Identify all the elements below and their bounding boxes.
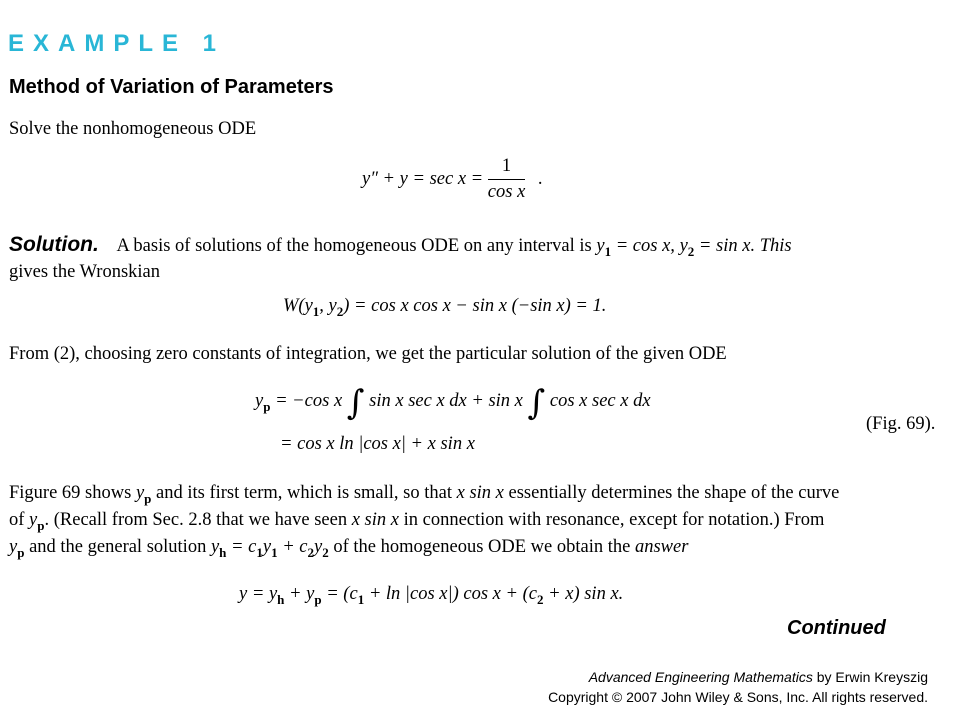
- ans-p-sub: p: [314, 592, 322, 607]
- fig-y1-sub: 1: [271, 545, 278, 560]
- ode-period: .: [537, 168, 543, 189]
- wronskian-rest: ) = cos x cos x − sin x (−sin x) = 1.: [343, 296, 607, 316]
- solution-line-1: [9, 233, 792, 257]
- solution-line-2: gives the Wronskian: [9, 262, 160, 282]
- figure-text-line-2: [9, 510, 824, 531]
- figure-text-line-1: [9, 483, 839, 504]
- particular-c: cos x sec x dx: [549, 391, 651, 411]
- fig-l1c: x sin x: [456, 483, 504, 503]
- fig-l1a: Figure 69 shows: [9, 483, 132, 503]
- fig-yp-1-sub: p: [144, 491, 152, 506]
- from-text: From (2), choosing zero constants of integration, we get the particular solution of the given ODE: [9, 344, 727, 364]
- fig-l3b: of the homogeneous ODE we obtain the: [333, 537, 631, 557]
- yp-subscript: p: [263, 399, 271, 414]
- ode-denominator: cos x: [487, 182, 526, 202]
- fig-answer: answer: [634, 537, 689, 557]
- fig-eq-c: = c: [231, 537, 257, 557]
- ans-d: + ln |cos x|) cos x + (c: [368, 584, 537, 604]
- example-title: Method of Variation of Parameters: [9, 76, 334, 98]
- solution-text: A basis of solutions of the homogeneous ODE on any interval is: [116, 236, 592, 256]
- wronskian-mid: , y: [319, 296, 337, 316]
- example-label: EXAMPLE 1: [8, 30, 226, 57]
- solution-label: Solution.: [9, 233, 99, 256]
- ans-h-sub: h: [277, 592, 285, 607]
- footer-book-line: [589, 669, 928, 685]
- y2-subscript: 2: [687, 244, 695, 259]
- ans-c: = (c: [326, 584, 358, 604]
- footer-book-title: Advanced Engineering Mathematics: [588, 669, 813, 685]
- wronskian-w: W(y: [283, 296, 313, 316]
- y2-symbol: y: [679, 236, 688, 256]
- particular-solution-line-1: [255, 383, 651, 423]
- continued-label: Continued: [787, 617, 886, 639]
- ode-equation: [362, 156, 543, 203]
- footer-copyright: Copyright © 2007 John Wiley & Sons, Inc. All rights reserved.: [548, 689, 928, 705]
- fig-yp-1: y: [135, 483, 145, 503]
- fig-l2a: of: [9, 510, 25, 530]
- fig-c1-sub: 1: [256, 545, 263, 560]
- ode-numerator: 1: [488, 156, 526, 180]
- fig-c2-sub: 2: [307, 545, 315, 560]
- fig-yh: y: [210, 537, 220, 557]
- wronskian-equation: [283, 296, 606, 317]
- fig-l2b: . (Recall from Sec. 2.8 that we have seen: [44, 510, 348, 530]
- fig-l1d: essentially determines the shape of the curve: [508, 483, 840, 503]
- wronskian-sub1: 1: [312, 304, 320, 319]
- fig-l3a: and the general solution: [29, 537, 207, 557]
- intro-text: Solve the nonhomogeneous ODE: [9, 119, 257, 139]
- fig-yp-3: y: [9, 537, 18, 557]
- footer-author: by Erwin Kreyszig: [812, 669, 928, 685]
- fig-l1b: and its first term, which is small, so that: [156, 483, 452, 503]
- fig-yp-2: y: [29, 510, 38, 530]
- ode-lhs: y″ + y = sec x =: [362, 168, 484, 189]
- yp-symbol: y: [255, 391, 264, 411]
- particular-b: sin x sec x dx + sin x: [369, 391, 523, 411]
- ans-c1-sub: 1: [357, 592, 365, 607]
- answer-equation: [239, 584, 623, 605]
- y1-symbol: y: [596, 236, 605, 256]
- ans-b: + y: [289, 584, 315, 604]
- fig-reference: (Fig. 69).: [866, 414, 936, 434]
- fig-plus-c: + c: [282, 537, 308, 557]
- fig-yp-3-sub: p: [17, 545, 25, 560]
- y2-value: = sin x. This: [698, 236, 792, 256]
- figure-text-line-3: [9, 537, 688, 558]
- integral-sign-1: ∫: [346, 383, 365, 423]
- fig-y2: y: [314, 537, 323, 557]
- integral-sign-2: ∫: [527, 383, 546, 423]
- fig-l2d: in connection with resonance, except for notation.) From: [403, 510, 825, 530]
- particular-line2-text: = cos x ln |cos x| + x sin x: [280, 434, 475, 454]
- fig-yh-sub: h: [219, 545, 227, 560]
- ans-c2-sub: 2: [537, 592, 544, 607]
- particular-solution-line-2: [280, 434, 475, 455]
- ode-fraction: [488, 156, 526, 203]
- particular-a: = −cos x: [275, 391, 343, 411]
- y1-subscript: 1: [604, 244, 612, 259]
- wronskian-sub2: 2: [336, 304, 344, 319]
- fig-l2c: x sin x: [351, 510, 399, 530]
- fig-yp-2-sub: p: [37, 518, 45, 533]
- ans-a: y = y: [239, 584, 278, 604]
- fig-y2-sub: 2: [322, 545, 329, 560]
- y1-value: = cos x,: [615, 236, 675, 256]
- fig-y1: y: [262, 537, 272, 557]
- ans-e: + x) sin x.: [548, 584, 624, 604]
